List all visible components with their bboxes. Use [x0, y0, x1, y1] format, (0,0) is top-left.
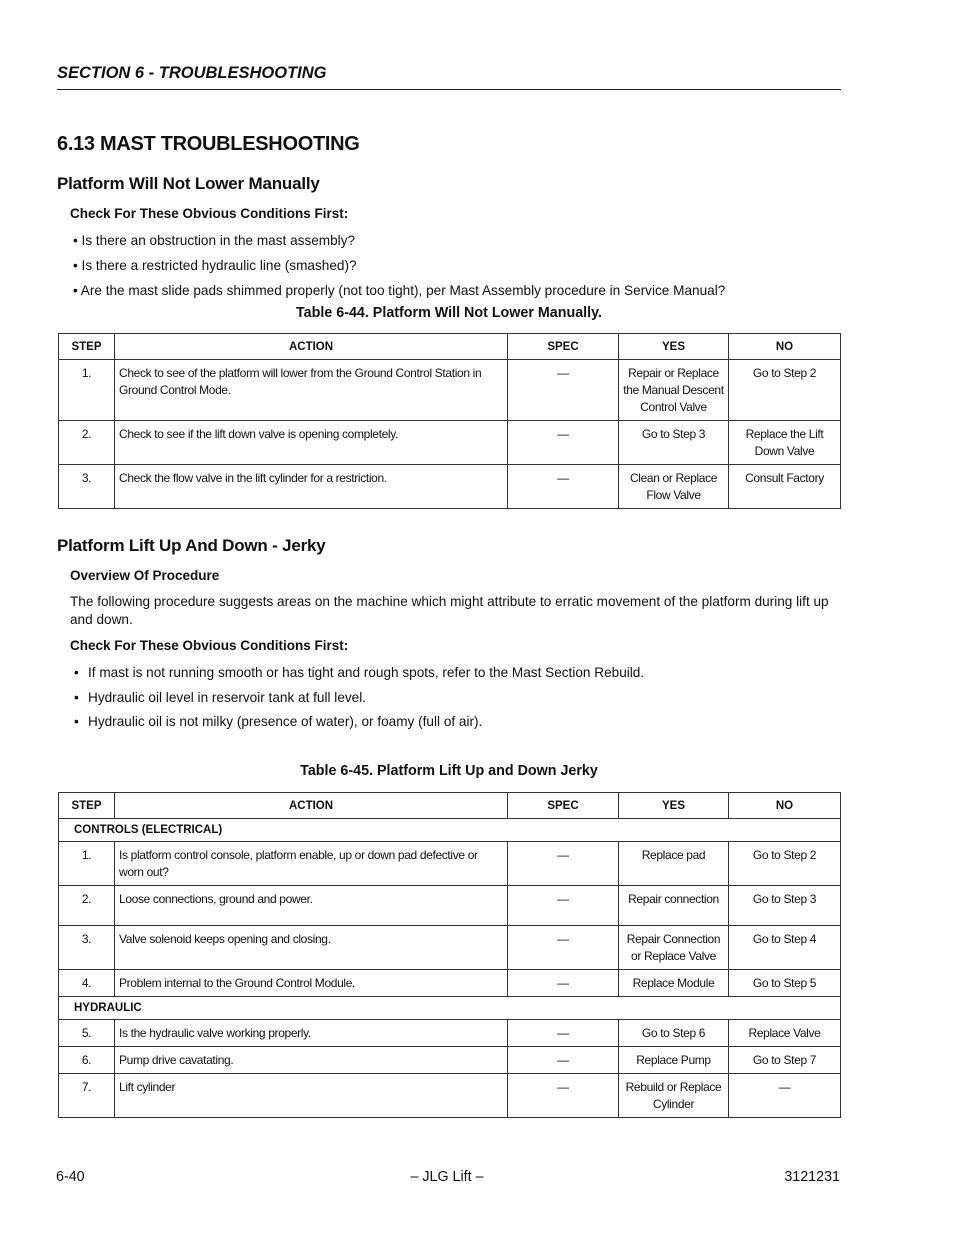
spec-cell: — — [508, 1047, 619, 1074]
bullet-item: • Is there an obstruction in the mast assembly? — [73, 233, 356, 248]
no-cell: Go to Step 7 — [729, 1047, 841, 1074]
group-row-hydraulic — [59, 997, 841, 1020]
column-header-no: NO — [729, 793, 841, 819]
action-cell: Is the hydraulic valve working properly. — [115, 1020, 508, 1047]
action-cell: Loose connections, ground and power. — [115, 886, 508, 926]
spec-cell: — — [508, 421, 619, 465]
no-cell: Go to Step 2 — [729, 360, 841, 421]
yes-cell: Go to Step 6 — [619, 1020, 729, 1047]
page-number: 6-40 — [56, 1169, 85, 1185]
table-6-44 — [58, 333, 841, 509]
table-row — [59, 886, 841, 926]
footer-brand: – JLG Lift – — [410, 1169, 484, 1185]
action-cell: Check to see of the platform will lower from the Ground Control Station in Ground Control Mode. — [115, 360, 508, 421]
group-label-controls: CONTROLS (ELECTRICAL) — [59, 819, 841, 842]
bullet-item: If mast is not running smooth or has tight and rough spots, refer to the Mast Section Rebuild. — [88, 665, 645, 680]
yes-cell: Replace Pump — [619, 1047, 729, 1074]
no-cell: Replace the Lift Down Valve — [729, 421, 841, 465]
action-cell: Is platform control console, platform enable, up or down pad defective or worn out? — [115, 842, 508, 886]
table-row — [59, 1074, 841, 1118]
yes-cell: Repair Connection or Replace Valve — [619, 926, 729, 970]
yes-cell: Go to Step 3 — [619, 421, 729, 465]
yes-cell: Repair or Replace the Manual Descent Control Valve — [619, 360, 729, 421]
action-cell: Check the flow valve in the lift cylinder for a restriction. — [115, 465, 508, 509]
header-divider — [57, 89, 841, 90]
no-cell: Replace Valve — [729, 1020, 841, 1047]
column-header-action: ACTION — [115, 334, 508, 360]
action-cell: Lift cylinder — [115, 1074, 508, 1118]
table-6-45 — [58, 792, 841, 1118]
table-row — [59, 926, 841, 970]
column-header-spec: SPEC — [508, 793, 619, 819]
action-cell: Problem internal to the Ground Control Module. — [115, 970, 508, 997]
heading-lift-jerky: Platform Lift Up And Down - Jerky — [57, 536, 326, 555]
check-conditions-heading: Check For These Obvious Conditions First: — [70, 638, 349, 653]
document-number: 3121231 — [784, 1169, 840, 1185]
bullet-dot: • — [74, 714, 79, 729]
table-row — [59, 465, 841, 509]
overview-heading: Overview Of Procedure — [70, 568, 220, 583]
spec-cell: — — [508, 1020, 619, 1047]
table-row — [59, 1047, 841, 1074]
column-header-yes: YES — [619, 334, 729, 360]
bullet-item: • Are the mast slide pads shimmed properly (not too tight), per Mast Assembly procedure in Service Manual? — [73, 283, 726, 298]
column-header-step: STEP — [59, 793, 115, 819]
bullet-item: Hydraulic oil level in reservoir tank at full level. — [88, 690, 367, 705]
column-header-no: NO — [729, 334, 841, 360]
action-cell: Check to see if the lift down valve is opening completely. — [115, 421, 508, 465]
table-caption-6-44: Table 6-44. Platform Will Not Lower Manually. — [296, 305, 602, 321]
table-row — [59, 842, 841, 886]
yes-cell: Replace pad — [619, 842, 729, 886]
bullet-item: • Is there a restricted hydraulic line (smashed)? — [73, 258, 357, 273]
spec-cell: — — [508, 1074, 619, 1118]
step-cell: 2. — [59, 886, 115, 926]
main-heading: 6.13 MAST TROUBLESHOOTING — [57, 133, 360, 155]
yes-cell: Repair connection — [619, 886, 729, 926]
spec-cell: — — [508, 886, 619, 926]
no-cell: Go to Step 2 — [729, 842, 841, 886]
no-cell: Go to Step 3 — [729, 886, 841, 926]
action-cell: Pump drive cavatating. — [115, 1047, 508, 1074]
table-caption-6-45: Table 6-45. Platform Lift Up and Down Jerky — [300, 763, 598, 779]
section-header: SECTION 6 - TROUBLESHOOTING — [57, 64, 327, 82]
heading-will-not-lower: Platform Will Not Lower Manually — [57, 174, 320, 193]
step-cell: 1. — [59, 842, 115, 886]
table-header-row — [59, 334, 841, 360]
no-cell: Go to Step 4 — [729, 926, 841, 970]
no-cell: — — [729, 1074, 841, 1118]
overview-paragraph: The following procedure suggests areas on the machine which might attribute to erratic movement of the platform during lift up and down. — [70, 594, 829, 627]
step-cell: 1. — [59, 360, 115, 421]
step-cell: 4. — [59, 970, 115, 997]
step-cell: 3. — [59, 465, 115, 509]
no-cell: Go to Step 5 — [729, 970, 841, 997]
yes-cell: Replace Module — [619, 970, 729, 997]
column-header-spec: SPEC — [508, 334, 619, 360]
spec-cell: — — [508, 926, 619, 970]
table-row — [59, 421, 841, 465]
yes-cell: Clean or Replace Flow Valve — [619, 465, 729, 509]
column-header-action: ACTION — [115, 793, 508, 819]
spec-cell: — — [508, 465, 619, 509]
action-cell: Valve solenoid keeps opening and closing. — [115, 926, 508, 970]
no-cell: Consult Factory — [729, 465, 841, 509]
bullet-item: Hydraulic oil is not milky (presence of water), or foamy (full of air). — [88, 714, 483, 729]
spec-cell: — — [508, 970, 619, 997]
table-row — [59, 360, 841, 421]
table-row — [59, 970, 841, 997]
yes-cell: Rebuild or Replace Cylinder — [619, 1074, 729, 1118]
step-cell: 7. — [59, 1074, 115, 1118]
column-header-step: STEP — [59, 334, 115, 360]
column-header-yes: YES — [619, 793, 729, 819]
group-label-hydraulic: HYDRAULIC — [59, 997, 841, 1020]
check-conditions-heading: Check For These Obvious Conditions First: — [70, 206, 349, 221]
table-header-row — [59, 793, 841, 819]
bullet-dot: • — [74, 665, 79, 680]
bullet-dot: • — [74, 690, 79, 705]
group-row-controls — [59, 819, 841, 842]
table-row — [59, 1020, 841, 1047]
step-cell: 2. — [59, 421, 115, 465]
spec-cell: — — [508, 360, 619, 421]
step-cell: 3. — [59, 926, 115, 970]
step-cell: 6. — [59, 1047, 115, 1074]
spec-cell: — — [508, 842, 619, 886]
step-cell: 5. — [59, 1020, 115, 1047]
